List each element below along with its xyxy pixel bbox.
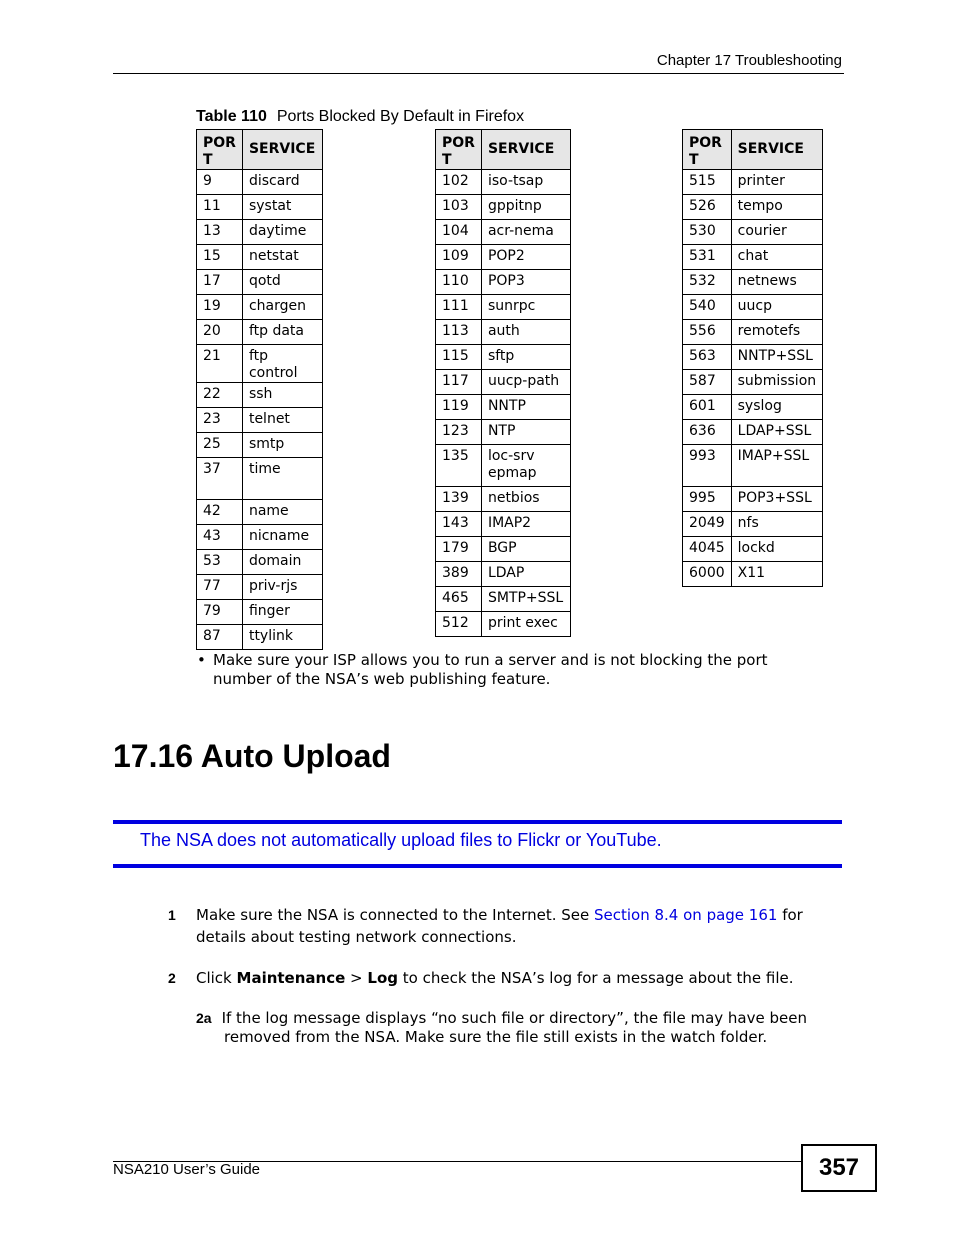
- table-row: [436, 270, 571, 295]
- table-row: [683, 170, 823, 195]
- table-row: [436, 562, 571, 587]
- service-cell: name: [242, 500, 322, 525]
- table-row: [683, 487, 823, 512]
- service-cell: ftp data: [242, 320, 322, 345]
- port-cell: 4045: [683, 537, 732, 562]
- header-port-line2: T: [203, 152, 213, 168]
- port-cell: 601: [683, 395, 732, 420]
- header-service: SERVICE: [731, 130, 823, 170]
- port-cell: 19: [197, 295, 243, 320]
- port-cell: 11: [197, 195, 243, 220]
- port-cell: 389: [436, 562, 482, 587]
- service-cell: time: [242, 458, 322, 500]
- port-cell: 37: [197, 458, 243, 500]
- header-port-line1: POR: [442, 135, 475, 151]
- header-port-line2: T: [442, 152, 452, 168]
- table-row: [436, 345, 571, 370]
- service-cell: loc-srv epmap: [481, 445, 570, 487]
- note-rule-bottom: [113, 864, 842, 868]
- step-text-part: to check the NSA’s log for a message about the file.: [398, 969, 794, 987]
- table-title: Ports Blocked By Default in Firefox: [276, 108, 525, 125]
- port-cell: 25: [197, 433, 243, 458]
- table-row: [436, 512, 571, 537]
- step-text: [196, 967, 843, 989]
- table-row: [683, 245, 823, 270]
- service-cell: ssh: [242, 383, 322, 408]
- table-row: [436, 295, 571, 320]
- port-cell: 563: [683, 345, 732, 370]
- service-cell: nfs: [731, 512, 823, 537]
- service-cell: systat: [242, 195, 322, 220]
- service-cell: netstat: [242, 245, 322, 270]
- port-cell: 22: [197, 383, 243, 408]
- table-row: [436, 395, 571, 420]
- header-port: [436, 130, 482, 170]
- table-row: [197, 525, 323, 550]
- table-row: [683, 445, 823, 487]
- service-cell: gppitnp: [481, 195, 570, 220]
- port-cell: 515: [683, 170, 732, 195]
- table-row: [197, 220, 323, 245]
- bullet-item: [197, 651, 817, 689]
- port-cell: 6000: [683, 562, 732, 587]
- table-row: [683, 512, 823, 537]
- port-cell: 526: [683, 195, 732, 220]
- table-header-row: [683, 130, 823, 170]
- port-cell: 123: [436, 420, 482, 445]
- port-cell: 179: [436, 537, 482, 562]
- header-port-line2: T: [689, 152, 699, 168]
- step-text-line1: If the log message displays “no such file or directory”, the file may have been: [221, 1009, 807, 1027]
- table-row: [683, 295, 823, 320]
- service-cell: ftp control: [242, 345, 322, 383]
- header-service: SERVICE: [242, 130, 322, 170]
- port-cell: 993: [683, 445, 732, 487]
- table-row: [683, 537, 823, 562]
- menu-maintenance: Maintenance: [236, 969, 346, 987]
- table-row: [436, 170, 571, 195]
- port-cell: 117: [436, 370, 482, 395]
- table-row: [683, 370, 823, 395]
- service-cell: discard: [242, 170, 322, 195]
- port-cell: 636: [683, 420, 732, 445]
- table-row: [683, 320, 823, 345]
- step-text-part: for details about testing network connections.: [196, 906, 803, 946]
- table-row: [683, 395, 823, 420]
- port-cell: 139: [436, 487, 482, 512]
- service-cell: SMTP+SSL: [481, 587, 570, 612]
- table-row: [683, 562, 823, 587]
- chapter-header: Chapter 17 Troubleshooting: [656, 52, 842, 69]
- service-cell: remotefs: [731, 320, 823, 345]
- port-cell: 531: [683, 245, 732, 270]
- service-cell: POP2: [481, 245, 570, 270]
- step-text: [196, 904, 843, 948]
- table-row: [197, 575, 323, 600]
- note-rule-top: [113, 820, 842, 824]
- port-cell: 540: [683, 295, 732, 320]
- port-cell: 512: [436, 612, 482, 637]
- port-cell: 17: [197, 270, 243, 295]
- port-cell: 9: [197, 170, 243, 195]
- note-text: The NSA does not automatically upload files to Flickr or YouTube.: [140, 830, 662, 850]
- section-link[interactable]: Section 8.4 on page 161: [594, 906, 778, 924]
- service-cell: acr-nema: [481, 220, 570, 245]
- table-row: [436, 420, 571, 445]
- step-1: [168, 904, 843, 948]
- table-row: [197, 408, 323, 433]
- service-cell: NNTP: [481, 395, 570, 420]
- service-cell: uucp-path: [481, 370, 570, 395]
- service-cell: print exec: [481, 612, 570, 637]
- service-cell: NTP: [481, 420, 570, 445]
- table-row: [683, 345, 823, 370]
- port-cell: 87: [197, 625, 243, 650]
- service-cell: domain: [242, 550, 322, 575]
- header-port: [197, 130, 243, 170]
- ports-table-1: [196, 129, 323, 650]
- service-cell: telnet: [242, 408, 322, 433]
- table-row: [683, 195, 823, 220]
- ports-table-3: [682, 129, 823, 587]
- service-cell: chat: [731, 245, 823, 270]
- service-cell: printer: [731, 170, 823, 195]
- service-cell: submission: [731, 370, 823, 395]
- service-cell: netnews: [731, 270, 823, 295]
- service-cell: lockd: [731, 537, 823, 562]
- port-cell: 104: [436, 220, 482, 245]
- service-cell: courier: [731, 220, 823, 245]
- table-row: [197, 458, 323, 500]
- port-cell: 465: [436, 587, 482, 612]
- table-header-row: [436, 130, 571, 170]
- service-cell: BGP: [481, 537, 570, 562]
- ports-table-2: [435, 129, 571, 637]
- port-cell: 587: [683, 370, 732, 395]
- service-cell: ttylink: [242, 625, 322, 650]
- port-cell: 13: [197, 220, 243, 245]
- table-label: Table 110: [196, 108, 267, 125]
- table-row: [197, 383, 323, 408]
- service-cell: priv-rjs: [242, 575, 322, 600]
- table-row: [436, 445, 571, 487]
- port-cell: 79: [197, 600, 243, 625]
- service-cell: daytime: [242, 220, 322, 245]
- table-row: [197, 345, 323, 383]
- table-row: [197, 195, 323, 220]
- table-row: [436, 320, 571, 345]
- table-row: [436, 370, 571, 395]
- service-cell: IMAP+SSL: [731, 445, 823, 487]
- table-row: [436, 245, 571, 270]
- port-cell: 103: [436, 195, 482, 220]
- port-cell: 21: [197, 345, 243, 383]
- port-cell: 102: [436, 170, 482, 195]
- service-cell: netbios: [481, 487, 570, 512]
- table-row: [197, 600, 323, 625]
- bullet-dot: •: [197, 651, 206, 669]
- section-title: 17.16 Auto Upload: [113, 738, 391, 774]
- table-row: [197, 625, 323, 650]
- service-cell: uucp: [731, 295, 823, 320]
- table-row: [436, 195, 571, 220]
- step-number: 1: [168, 907, 176, 923]
- service-cell: NNTP+SSL: [731, 345, 823, 370]
- header-port-line1: POR: [689, 135, 722, 151]
- table-row: [197, 170, 323, 195]
- table-row: [683, 220, 823, 245]
- header-port-line1: POR: [203, 135, 236, 151]
- step-text-part: Click: [196, 969, 237, 987]
- step-number: 2: [168, 970, 176, 986]
- service-cell: nicname: [242, 525, 322, 550]
- port-cell: 143: [436, 512, 482, 537]
- port-cell: 135: [436, 445, 482, 487]
- service-cell: tempo: [731, 195, 823, 220]
- menu-log: Log: [367, 969, 398, 987]
- bullet-text: Make sure your ISP allows you to run a server and is not blocking the port number of the NSA’s web publishing feature.: [213, 651, 768, 688]
- step-2a: [196, 1009, 846, 1047]
- service-cell: sunrpc: [481, 295, 570, 320]
- service-cell: IMAP2: [481, 512, 570, 537]
- step-number: 2a: [196, 1010, 212, 1026]
- service-cell: finger: [242, 600, 322, 625]
- table-row: [197, 245, 323, 270]
- service-cell: iso-tsap: [481, 170, 570, 195]
- header-rule: [113, 73, 844, 74]
- header-port: [683, 130, 732, 170]
- table-caption: [196, 108, 524, 126]
- port-cell: 530: [683, 220, 732, 245]
- port-cell: 42: [197, 500, 243, 525]
- port-cell: 556: [683, 320, 732, 345]
- table-row: [197, 295, 323, 320]
- page-number: 357: [801, 1144, 877, 1192]
- table-row: [197, 270, 323, 295]
- port-cell: 110: [436, 270, 482, 295]
- port-cell: 113: [436, 320, 482, 345]
- table-row: [436, 587, 571, 612]
- service-cell: POP3+SSL: [731, 487, 823, 512]
- service-cell: qotd: [242, 270, 322, 295]
- port-cell: 119: [436, 395, 482, 420]
- port-cell: 53: [197, 550, 243, 575]
- service-cell: smtp: [242, 433, 322, 458]
- table-row: [436, 612, 571, 637]
- step-2: [168, 967, 843, 989]
- table-header-row: [197, 130, 323, 170]
- port-cell: 2049: [683, 512, 732, 537]
- service-cell: auth: [481, 320, 570, 345]
- table-row: [436, 487, 571, 512]
- table-row: [197, 320, 323, 345]
- service-cell: syslog: [731, 395, 823, 420]
- guide-title: NSA210 User’s Guide: [113, 1161, 261, 1178]
- service-cell: chargen: [242, 295, 322, 320]
- service-cell: X11: [731, 562, 823, 587]
- port-cell: 15: [197, 245, 243, 270]
- service-cell: POP3: [481, 270, 570, 295]
- port-cell: 995: [683, 487, 732, 512]
- service-cell: LDAP: [481, 562, 570, 587]
- table-row: [197, 433, 323, 458]
- step-text-line2: removed from the NSA. Make sure the file still exists in the watch folder.: [224, 1028, 768, 1046]
- table-row: [683, 270, 823, 295]
- table-row: [436, 220, 571, 245]
- step-text-part: Make sure the NSA is connected to the Internet. See: [196, 906, 594, 924]
- service-cell: LDAP+SSL: [731, 420, 823, 445]
- port-cell: 77: [197, 575, 243, 600]
- service-cell: sftp: [481, 345, 570, 370]
- table-row: [197, 500, 323, 525]
- port-cell: 532: [683, 270, 732, 295]
- port-cell: 20: [197, 320, 243, 345]
- port-cell: 111: [436, 295, 482, 320]
- header-service: SERVICE: [481, 130, 570, 170]
- step-text-part: >: [345, 969, 368, 987]
- table-row: [197, 550, 323, 575]
- port-cell: 109: [436, 245, 482, 270]
- table-row: [683, 420, 823, 445]
- table-row: [436, 537, 571, 562]
- port-cell: 115: [436, 345, 482, 370]
- port-cell: 23: [197, 408, 243, 433]
- port-cell: 43: [197, 525, 243, 550]
